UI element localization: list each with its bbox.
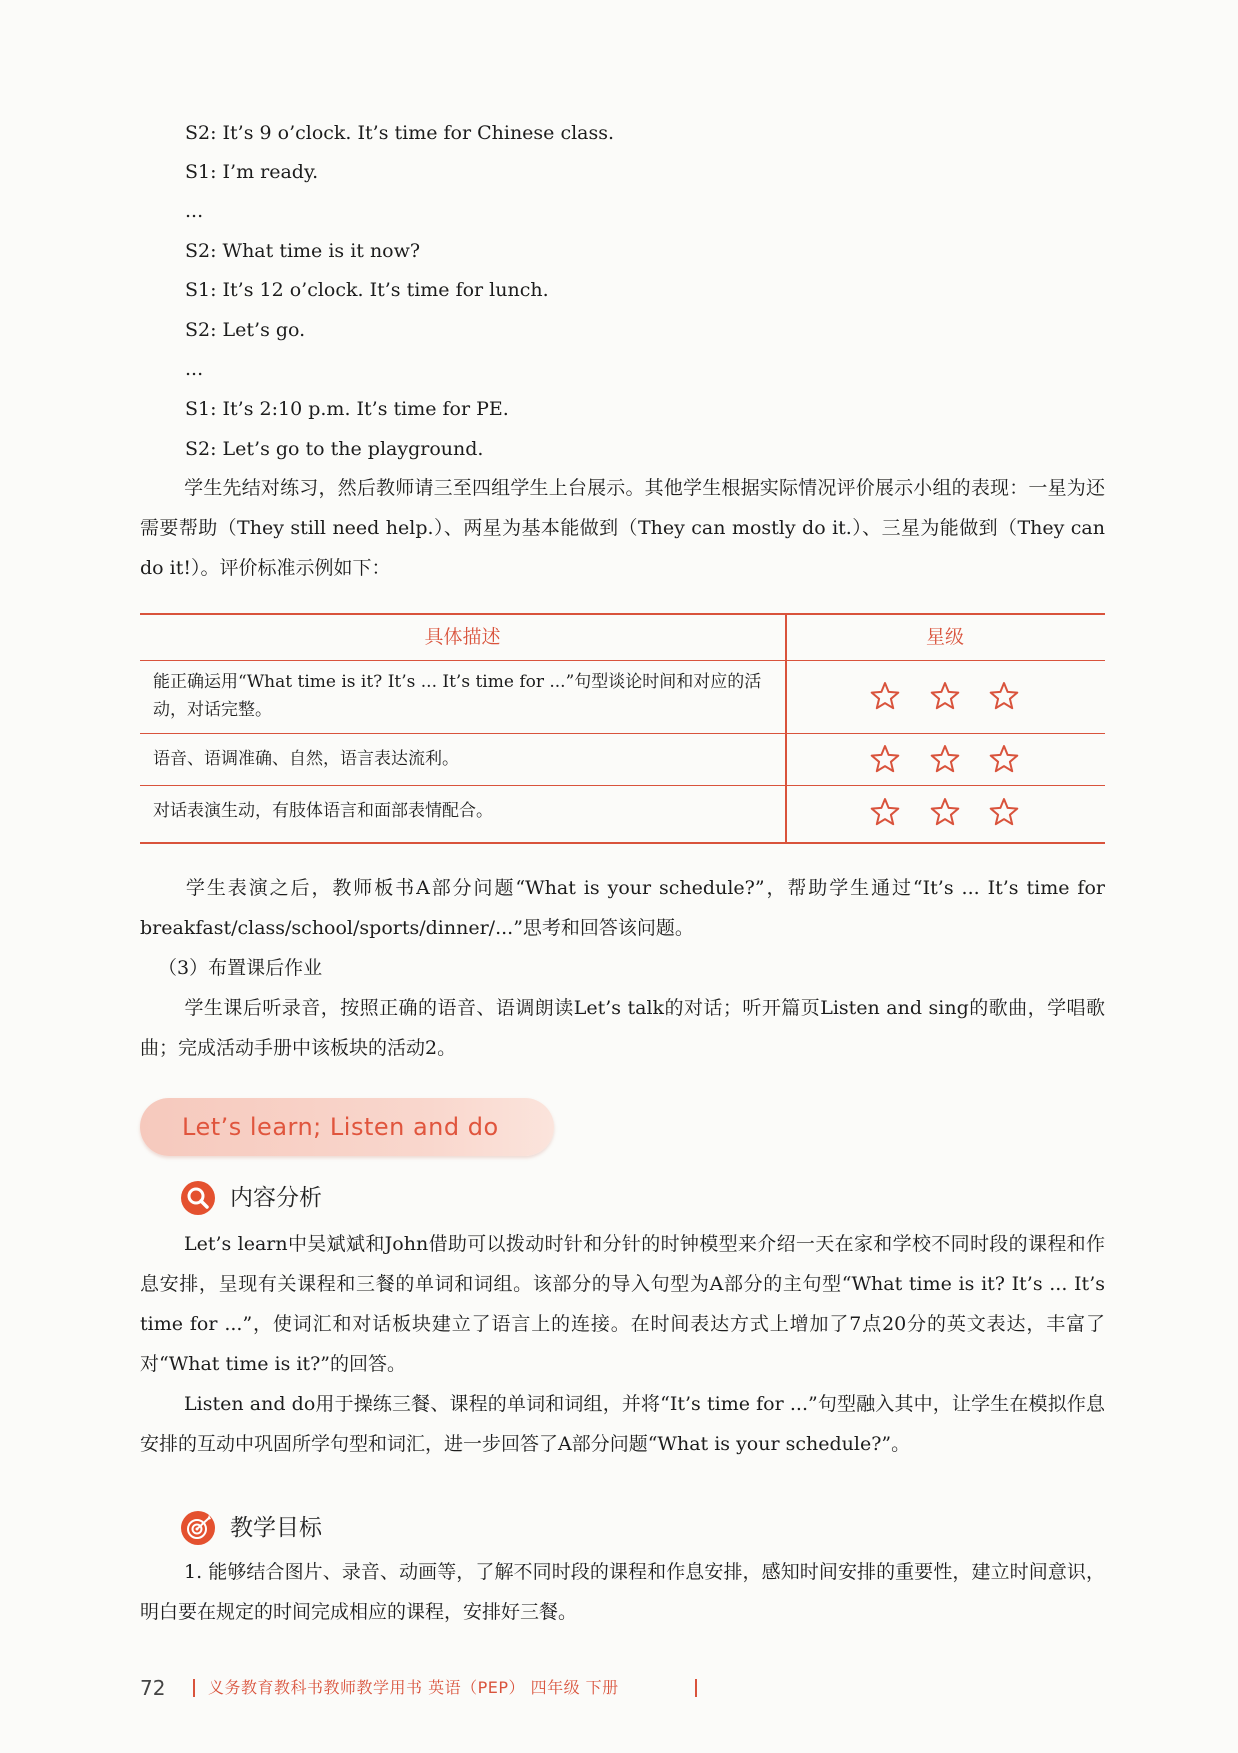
teaching-goals-title: 教学目标 (230, 1515, 322, 1541)
dialogue-line: S2: What time is it now? (185, 240, 421, 262)
row-stars (785, 660, 1105, 733)
star-icon (869, 743, 901, 775)
star-icon (929, 743, 961, 775)
dialogue-line: ... (185, 358, 204, 380)
homework-heading (140, 948, 1105, 988)
target-icon (180, 1510, 216, 1546)
star-icon (988, 680, 1020, 712)
dialogue-line: S2: Let’s go to the playground. (185, 438, 484, 460)
dialogue-line: S1: It’s 12 o’clock. It’s time for lunch. (185, 279, 549, 301)
homework-paragraph (140, 988, 1105, 1068)
content-analysis-text: Listen and do用于操练三餐、课程的单词和词组，并将“It’s time for ...”句型融入其中，让学生在模拟作息安排的互动中巩固所学句型和词汇，进一步回答了A部分问题“What is your schedule?”。 (140, 1393, 1105, 1455)
intro-paragraph (140, 468, 1105, 588)
homework-heading-text: （3）布置课后作业 (158, 957, 323, 979)
star-icon (869, 796, 901, 828)
content-analysis-title: 内容分析 (230, 1185, 322, 1211)
after-performance-text: 学生表演之后，教师板书A部分问题“What is your schedule?”，帮助学生通过“It’s ... It’s time for breakfast/class/school/sports/dinner/...”思考和回答该问题。 (140, 877, 1105, 939)
star-icon (869, 680, 901, 712)
header-rating: 星级 (925, 626, 964, 648)
star-icon (929, 680, 961, 712)
content-analysis-paragraph (140, 1384, 1105, 1464)
table-row (140, 733, 1105, 786)
row-stars (785, 785, 1105, 840)
table-column-divider (785, 615, 787, 842)
footer-divider (193, 1679, 195, 1697)
page-number: 72 (140, 1676, 166, 1700)
content-analysis-paragraph (140, 1224, 1105, 1384)
table-row (140, 785, 1105, 840)
teaching-goals-text: 1. 能够结合图片、录音、动画等，了解不同时段的课程和作息安排，感知时间安排的重要性，建立时间意识，明白要在规定的时间完成相应的课程，安排好三餐。 (140, 1561, 1105, 1623)
header-description: 具体描述 (424, 626, 501, 648)
section-banner-label: Let’s learn; Listen and do (182, 1113, 499, 1141)
intro-paragraph-text: 学生先结对练习，然后教师请三至四组学生上台展示。其他学生根据实际情况评价展示小组的表现：一星为还需要帮助（They still need help.）、两星为基本能做到（They can mostly do it.）、三星为能做到（They can do it!）。评价标准示例如下： (140, 477, 1105, 579)
footer-divider (695, 1679, 697, 1697)
homework-text: 学生课后听录音，按照正确的语音、语调朗读Let’s talk的对话；听开篇页Listen and sing的歌曲，学唱歌曲；完成活动手册中该板块的活动2。 (140, 997, 1105, 1059)
footer-book-title: 义务教育教科书教师教学用书 英语（PEP） 四年级 下册 (208, 1678, 619, 1697)
dialogue-line: ... (185, 200, 204, 222)
after-performance-paragraph (140, 868, 1105, 948)
dialogue-line: S1: I’m ready. (185, 161, 319, 183)
row-stars (785, 733, 1105, 785)
star-icon (988, 743, 1020, 775)
row-description: 对话表演生动，有肢体语言和面部表情配合。 (153, 801, 493, 821)
star-icon (929, 796, 961, 828)
table-row (140, 660, 1105, 734)
row-description: 语音、语调准确、自然，语言表达流利。 (153, 749, 459, 769)
dialogue-line: S2: Let’s go. (185, 319, 306, 341)
dialogue-line: S2: It’s 9 o’clock. It’s time for Chinese class. (185, 122, 615, 144)
magnifier-icon (180, 1180, 216, 1216)
star-icon (988, 796, 1020, 828)
content-analysis-text: Let’s learn中吴斌斌和John借助可以拨动时针和分针的时钟模型来介绍一天在家和学校不同时段的课程和作息安排，呈现有关课程和三餐的单词和词组。该部分的导入句型为A部分的主句型“What time is it? It’s ... It’s time for ...”，使词汇和对话板块建立了语言上的连接。在时间表达方式上增加了7点20分的英文表达，丰富了对“What time is it?”的回答。 (140, 1233, 1105, 1375)
row-description: 能正确运用“What time is it? It’s ... It’s time for ...”句型谈论时间和对应的活动，对话完整。 (153, 672, 762, 720)
section-banner (140, 1098, 554, 1156)
teaching-goals-paragraph (140, 1552, 1105, 1632)
rating-table (140, 613, 1105, 844)
dialogue-line: S1: It’s 2:10 p.m. It’s time for PE. (185, 398, 509, 420)
